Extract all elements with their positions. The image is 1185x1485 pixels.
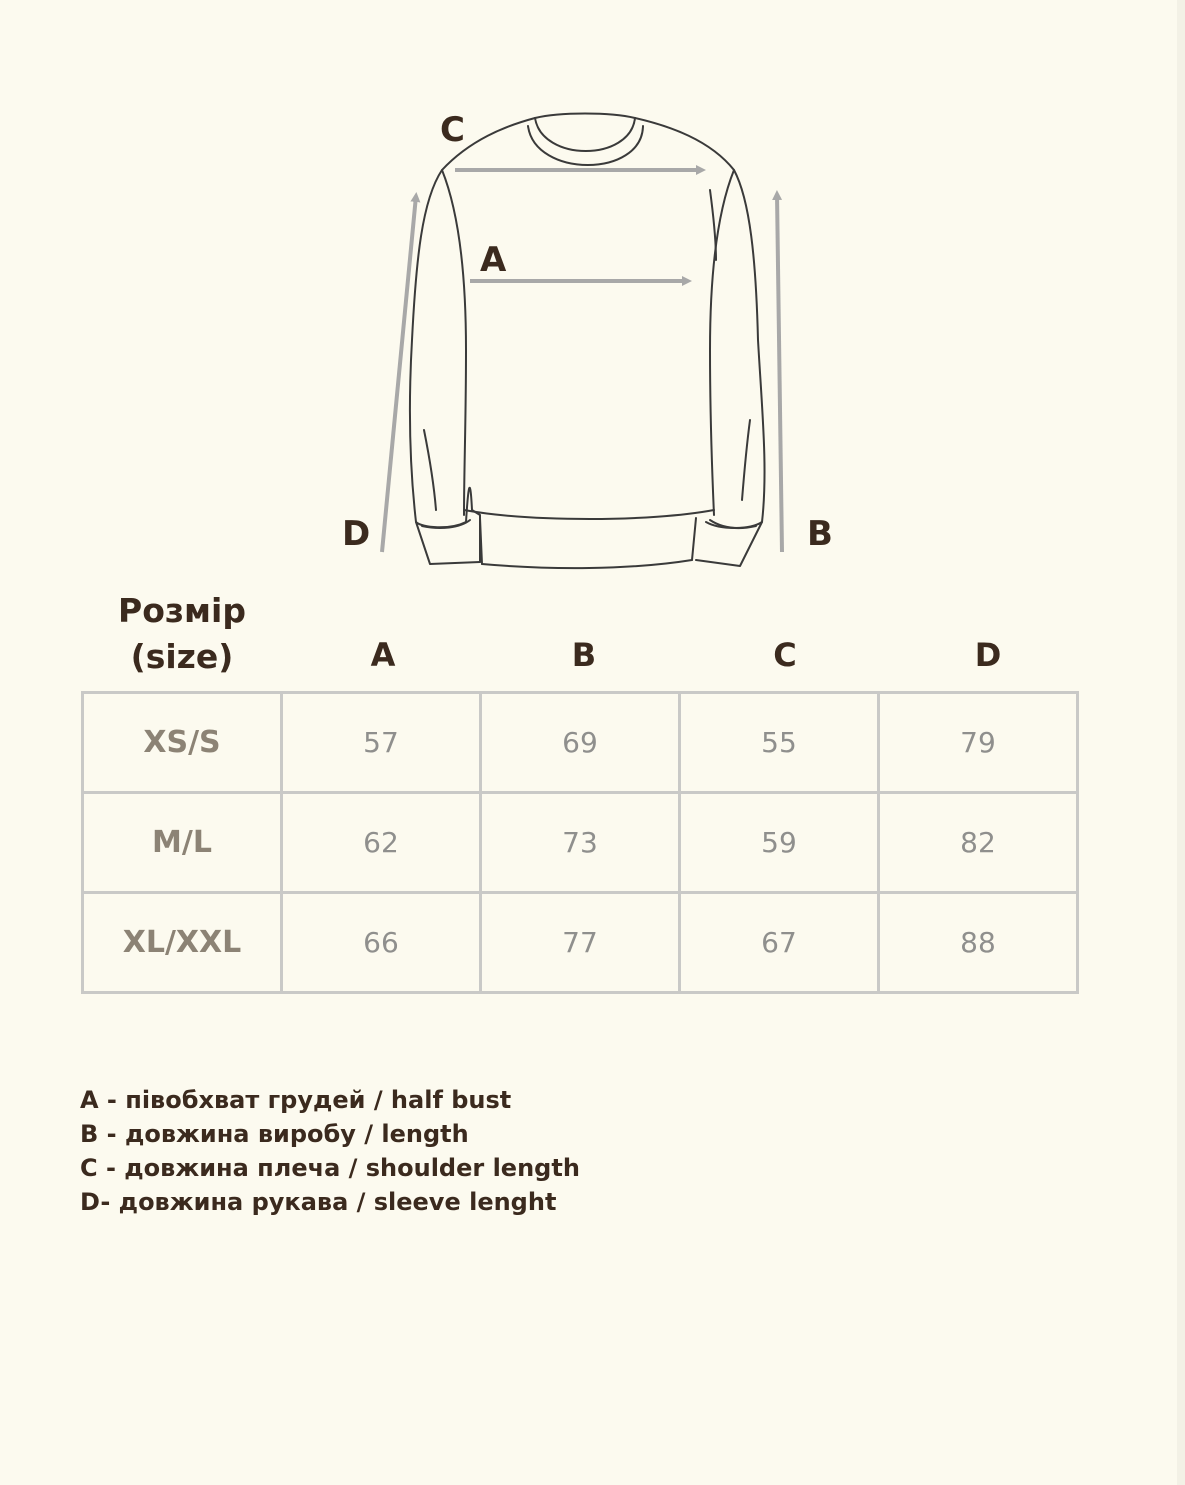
sweatshirt-diagram bbox=[330, 90, 850, 590]
table-cell: 88 bbox=[879, 893, 1078, 993]
table-cell: 57 bbox=[282, 693, 481, 793]
label-d: D bbox=[342, 514, 371, 554]
label-a: A bbox=[480, 240, 507, 280]
label-c: C bbox=[440, 110, 465, 150]
column-header-a: A bbox=[370, 636, 396, 674]
column-header-b: B bbox=[571, 636, 597, 674]
table-cell: 66 bbox=[282, 893, 481, 993]
size-label: XL/XXL bbox=[83, 893, 282, 993]
measurement-legend bbox=[80, 1083, 580, 1219]
table-cell: 55 bbox=[680, 693, 879, 793]
label-b: B bbox=[807, 514, 833, 554]
legend-item-d: D- довжина рукава / sleeve lenght bbox=[80, 1188, 557, 1216]
legend-item-a: A - півобхват грудей / half bust bbox=[80, 1086, 512, 1114]
table-cell: 67 bbox=[680, 893, 879, 993]
size-header-line1: Розмір bbox=[118, 591, 246, 630]
column-header-c: C bbox=[773, 636, 797, 674]
size-label: XS/S bbox=[83, 693, 282, 793]
table-cell: 82 bbox=[879, 793, 1078, 893]
column-header-d: D bbox=[974, 636, 1002, 674]
arrow-b bbox=[777, 194, 782, 552]
table-row bbox=[83, 793, 1078, 893]
size-column-header bbox=[82, 588, 282, 680]
table-cell: 69 bbox=[481, 693, 680, 793]
legend-item-b: B - довжина виробу / length bbox=[80, 1120, 469, 1148]
table-cell: 79 bbox=[879, 693, 1078, 793]
size-label: M/L bbox=[83, 793, 282, 893]
table-row bbox=[83, 693, 1078, 793]
sweatshirt-illustration bbox=[330, 90, 850, 590]
size-table bbox=[81, 691, 1079, 994]
edge-strip bbox=[1177, 0, 1185, 1485]
table-cell: 77 bbox=[481, 893, 680, 993]
table-cell: 62 bbox=[282, 793, 481, 893]
left-outline bbox=[410, 118, 535, 562]
size-header-line2: (size) bbox=[130, 637, 234, 676]
legend-item-c: C - довжина плеча / shoulder length bbox=[80, 1154, 580, 1182]
table-row bbox=[83, 893, 1078, 993]
table-cell: 59 bbox=[680, 793, 879, 893]
table-cell: 73 bbox=[481, 793, 680, 893]
